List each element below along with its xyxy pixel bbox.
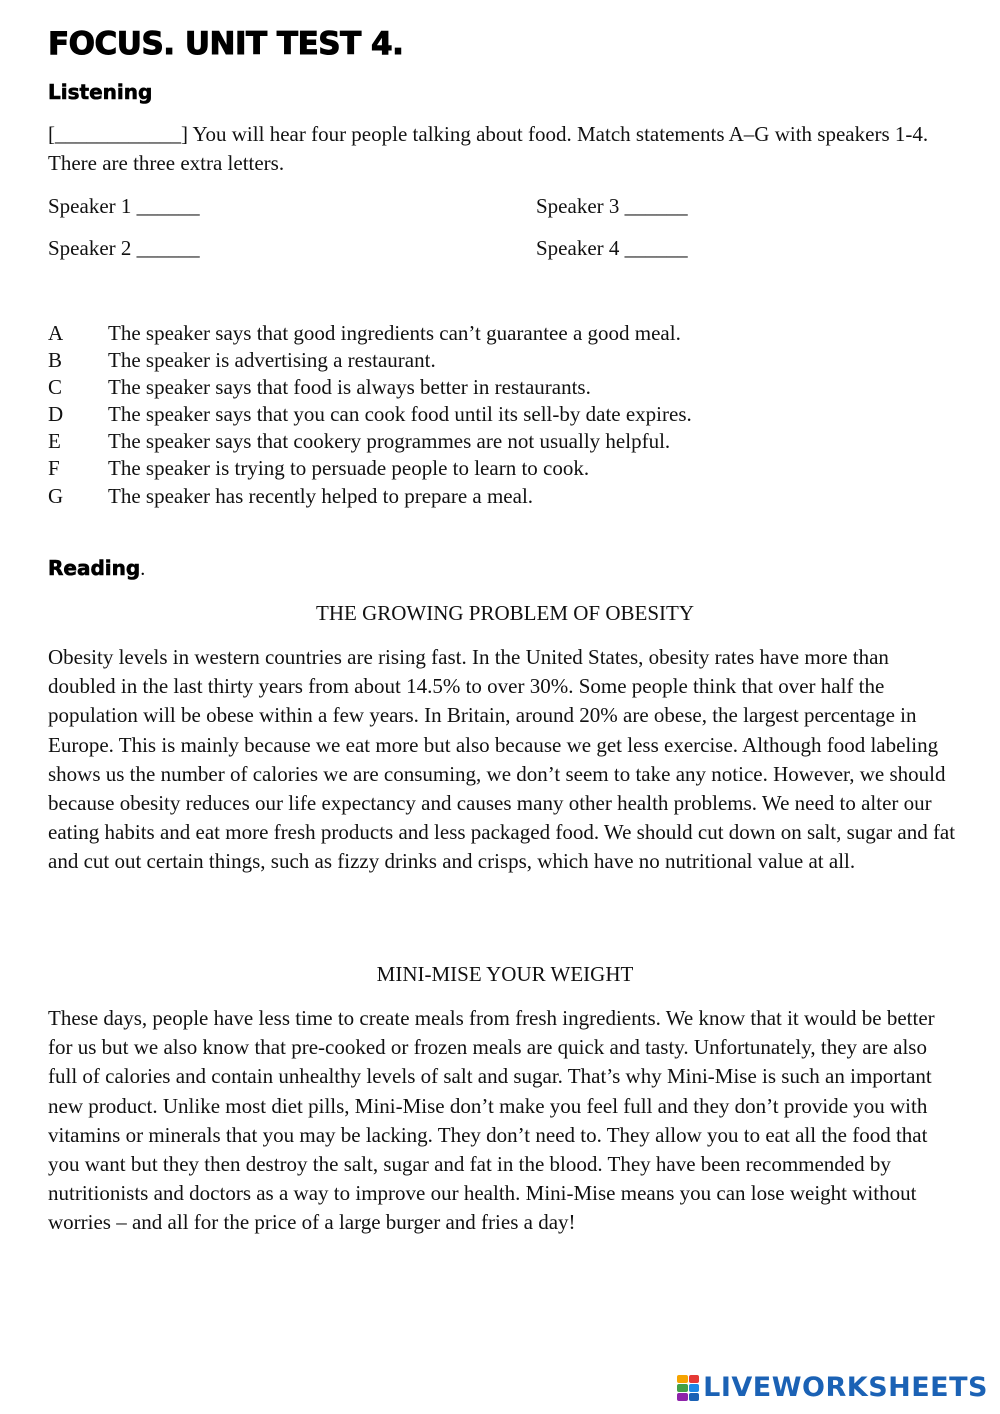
liveworksheets-logo-text: LIVEWORKSHEETS [703, 1372, 988, 1403]
statement-letter: D [48, 402, 64, 427]
statement-item [48, 483, 692, 510]
speaker-2-answer: Speaker 2 ______ [48, 236, 200, 260]
liveworksheets-logo [677, 1372, 988, 1403]
statement-text: The speaker is trying to persuade people to learn to cook. [108, 456, 590, 481]
speaker-4-answer: Speaker 4 ______ [536, 236, 688, 260]
statement-letter: A [48, 321, 64, 345]
statement-letter: C [48, 375, 63, 400]
listening-heading: Listening [48, 80, 153, 104]
speaker-1-answer: Speaker 1 ______ [48, 194, 200, 218]
statement-text: The speaker says that food is always better in restaurants. [108, 375, 591, 400]
statement-item [48, 374, 692, 401]
reading-text-2-title: MINI-MISE YOUR WEIGHT [376, 962, 634, 986]
reading-heading-suffix: . [140, 558, 146, 580]
statement-text: The speaker says that good ingredients can’t guarantee a good meal. [108, 321, 681, 345]
reading-text-2-body: These days, people have less time to create meals from fresh ingredients. We know that it would be better for us but we also know that pre-cooked or frozen meals are quick and tasty. Unfortunately, they are also full of calories and contain unhealthy levels of salt and sugar. That’s why Mini-Mise is such an important new product. Unlike most diet pills, Mini-Mise don’t make you feel full and they don’t provide you with vitamins or minerals that you may be lacking. They don’t need to. They allow you to eat all the food that you want but they then destroy the salt, sugar and fat in the blood. They have been recommended by nutritionists and doctors as a way to improve our health. Mini-Mise means you can lose weight without worries – and all for the price of a large burger and fries a day! [48, 1006, 935, 1235]
reading-text-1-title: THE GROWING PROBLEM OF OBESITY [316, 601, 694, 625]
statement-letter: B [48, 348, 63, 373]
statement-item [48, 455, 692, 482]
reading-heading [48, 556, 145, 581]
speaker-3-answer: Speaker 3 ______ [536, 194, 688, 218]
statement-item [48, 347, 692, 374]
statement-text: The speaker has recently helped to prepare a meal. [108, 483, 534, 508]
statement-text: The speaker says that cookery programmes are not usually helpful. [108, 429, 671, 454]
statement-letter: F [48, 456, 60, 481]
statement-text: The speaker says that you can cook food until its sell-by date expires. [108, 402, 692, 427]
statement-text: The speaker is advertising a restaurant. [108, 348, 436, 373]
reading-text-1-body: Obesity levels in western countries are rising fast. In the United States, obesity rates have more than doubled in the last thirty years from about 14.5% to over 30%. Some people think that over half the population will be obese within a few years. In Britain, around 20% are obese, the largest percentage in Europe. This is mainly because we eat more but also because we get less exercise. Although food labeling shows us the number of calories we are consuming, we don’t seem to take any notice. However, we should because obesity reduces our life expectancy and causes many other health problems. We need to alter our eating habits and eat more fresh products and less packaged food. We should cut down on salt, sugar and fat and cut out certain things, such as fizzy drinks and crisps, which have no nutritional value at all. [48, 645, 956, 874]
statement-item [48, 428, 692, 455]
page-title: FOCUS. UNIT TEST 4. [48, 26, 404, 62]
statement-list [48, 320, 692, 510]
statement-letter: E [48, 429, 61, 454]
reading-heading-text: Reading [48, 556, 141, 580]
statement-item [48, 320, 692, 347]
listening-instruction: [____________] You will hear four people talking about food. Match statements A–G with speakers 1-4. There are three extra letters. [48, 122, 929, 176]
liveworksheets-logo-icon [677, 1375, 699, 1401]
statement-letter: G [48, 483, 64, 508]
statement-item [48, 401, 692, 428]
